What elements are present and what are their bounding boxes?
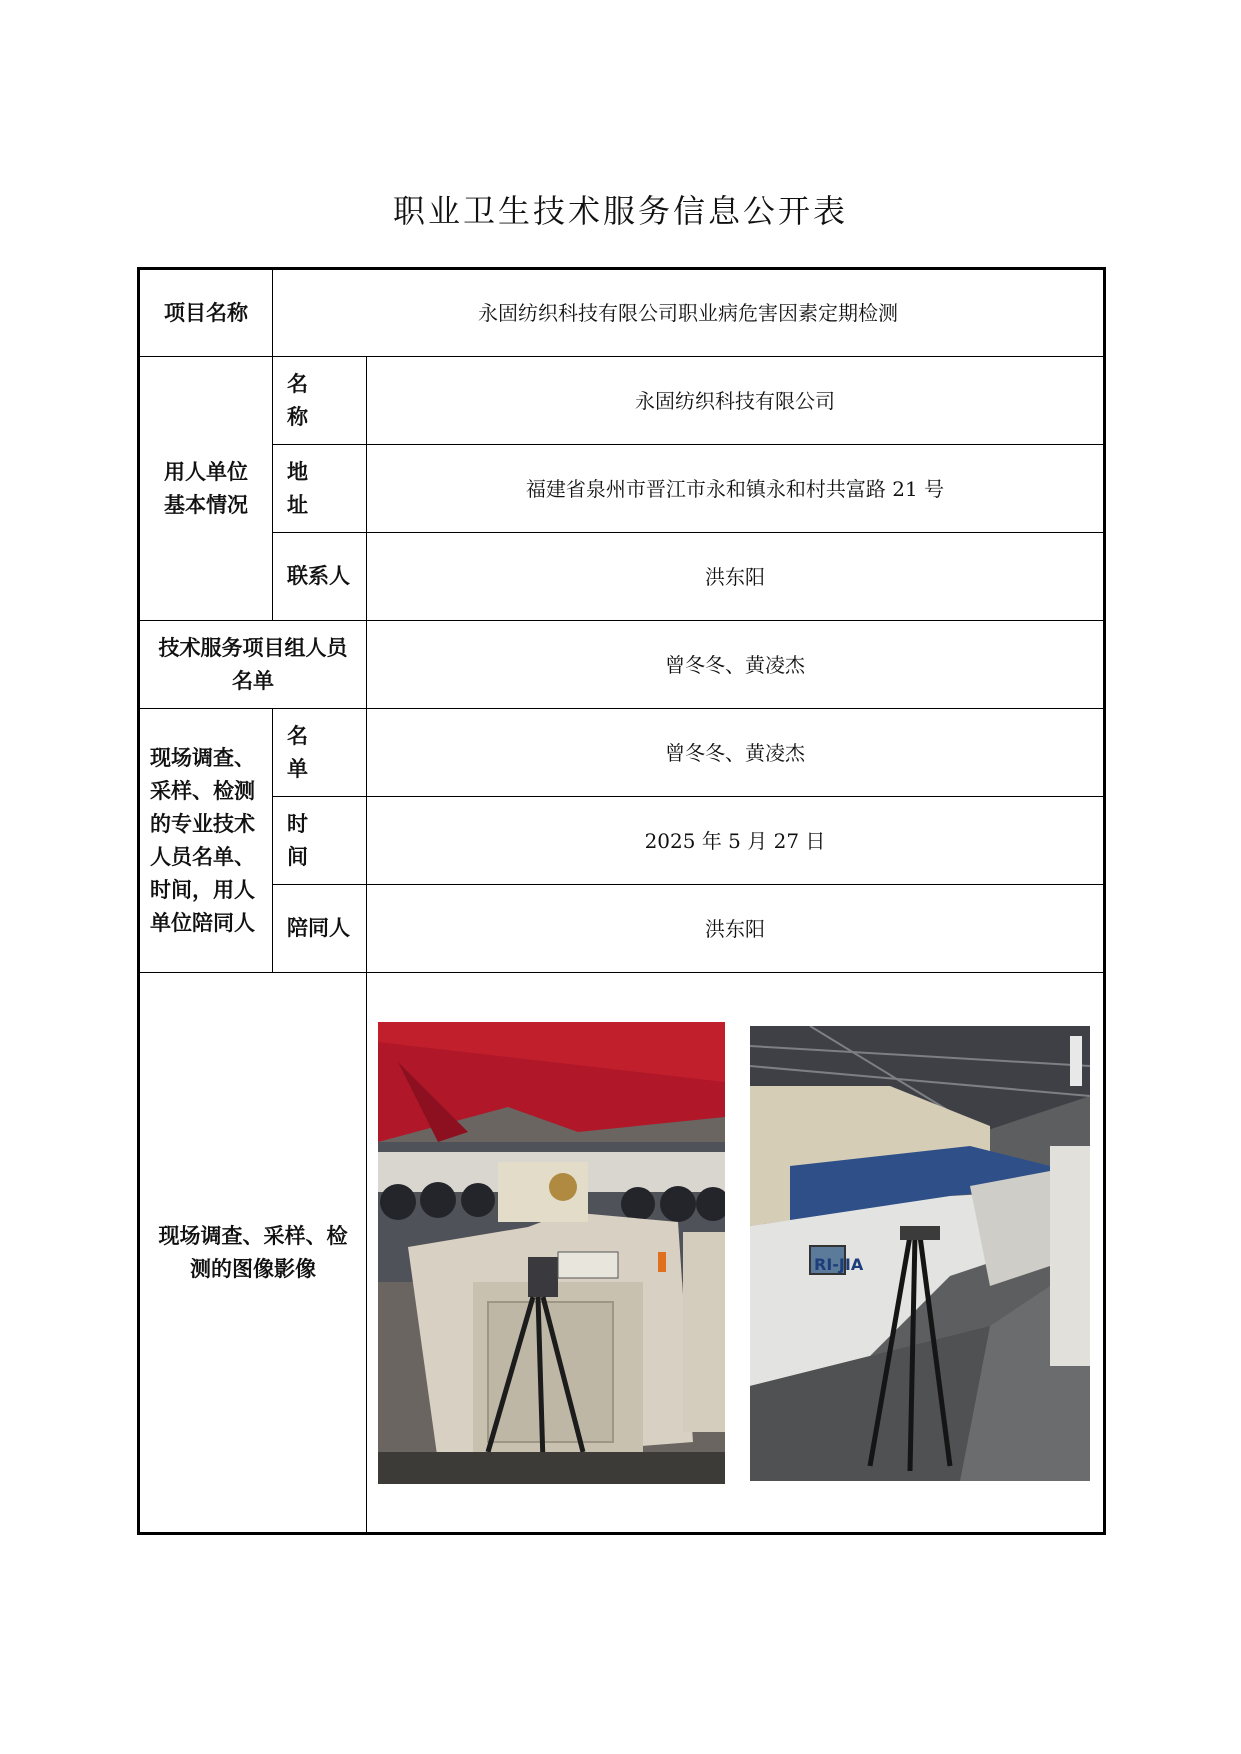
employer-name-label xyxy=(273,357,367,445)
row-images xyxy=(139,973,1105,1534)
employer-contact-value: 洪东阳 xyxy=(367,533,1105,621)
employer-name-label-text: 名 称 xyxy=(287,371,326,429)
onsite-time-value: 2025 年 5 月 27 日 xyxy=(367,797,1105,885)
team-label xyxy=(139,621,367,709)
onsite-list-value: 曾冬冬、黄凌杰 xyxy=(367,709,1105,797)
photo-area xyxy=(367,973,1103,1532)
row-employer-name xyxy=(139,357,1105,445)
images-cell xyxy=(367,973,1105,1534)
images-label xyxy=(139,973,367,1534)
machine-brand-label: RI-JIA xyxy=(814,1255,864,1274)
employer-address-label xyxy=(273,445,367,533)
site-photo-1-image xyxy=(378,1022,725,1484)
onsite-time-label xyxy=(273,797,367,885)
project-name-label: 项目名称 xyxy=(139,269,273,357)
employer-label xyxy=(139,357,273,621)
onsite-list-label-text: 名 单 xyxy=(287,723,326,781)
row-employer-contact xyxy=(139,533,1105,621)
site-photo-loom-red-tent xyxy=(378,1022,725,1484)
site-photo-2-image xyxy=(750,1026,1090,1481)
employer-name-value: 永固纺织科技有限公司 xyxy=(367,357,1105,445)
employer-contact-label: 联系人 xyxy=(273,533,367,621)
onsite-escort-value: 洪东阳 xyxy=(367,885,1105,973)
row-project-name xyxy=(139,269,1105,357)
info-table xyxy=(137,267,1106,1535)
row-employer-address xyxy=(139,445,1105,533)
site-photo-loom-hall xyxy=(750,1026,1090,1481)
employer-address-value: 福建省泉州市晋江市永和镇永和村共富路 21 号 xyxy=(367,445,1105,533)
onsite-time-label-text: 时 间 xyxy=(287,811,326,869)
onsite-label xyxy=(139,709,273,973)
team-label-text: 技术服务项目组人员名单 xyxy=(158,635,348,693)
images-label-text: 现场调查、采样、检测的图像影像 xyxy=(158,1223,348,1281)
onsite-label-text: 现场调查、采样、检测的专业技术人员名单、时间，用人单位陪同人 xyxy=(150,745,255,935)
row-team xyxy=(139,621,1105,709)
row-onsite-escort xyxy=(139,885,1105,973)
document-title: 职业卫生技术服务信息公开表 xyxy=(392,192,848,230)
employer-address-label-text: 地 址 xyxy=(287,459,326,517)
row-onsite-list xyxy=(139,709,1105,797)
team-value: 曾冬冬、黄凌杰 xyxy=(367,621,1105,709)
onsite-escort-label: 陪同人 xyxy=(273,885,367,973)
employer-label-text: 用人单位基本情况 xyxy=(164,459,248,517)
row-onsite-time xyxy=(139,797,1105,885)
project-name-value: 永固纺织科技有限公司职业病危害因素定期检测 xyxy=(273,269,1105,357)
onsite-list-label xyxy=(273,709,367,797)
